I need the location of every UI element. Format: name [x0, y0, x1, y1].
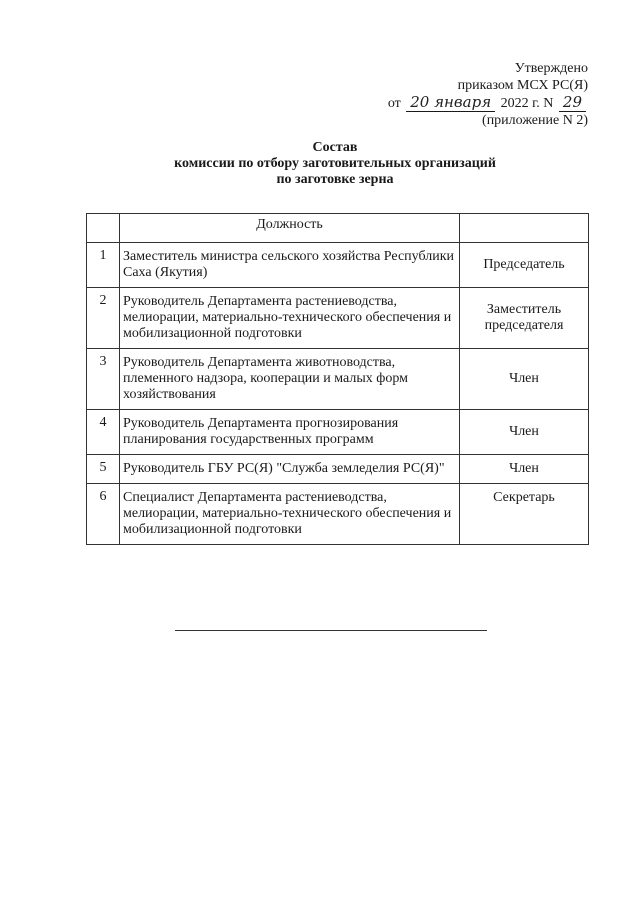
- document-title: [0, 140, 640, 188]
- approval-from: от: [387, 96, 401, 111]
- table-row: [87, 484, 589, 545]
- header-role: [460, 214, 589, 243]
- row-position: Руководитель Департамента прогнозирования планирования государственных программ: [120, 410, 460, 455]
- approval-date-line: [388, 94, 588, 112]
- row-role: Председатель: [460, 243, 589, 288]
- row-position: Заместитель министра сельского хозяйства Республики Саха (Якутия): [120, 243, 460, 288]
- handwritten-number: 29: [559, 94, 586, 112]
- table-row: [87, 455, 589, 484]
- title-line-3: по заготовке зерна: [276, 172, 394, 187]
- row-num: 2: [87, 288, 120, 349]
- row-role: Член: [460, 349, 589, 410]
- approval-block: [388, 60, 588, 129]
- row-position: Руководитель ГБУ РС(Я) "Служба земледелия РС(Я)": [120, 455, 460, 484]
- commission-table: [86, 213, 589, 545]
- table-row: [87, 288, 589, 349]
- table-row: [87, 349, 589, 410]
- row-role: Заместитель председателя: [460, 288, 589, 349]
- row-position: Специалист Департамента растениеводства, мелиорации, материально-технического обеспечения и мобилизационной подготовки: [120, 484, 460, 545]
- approval-appendix: (приложение N 2): [482, 113, 588, 128]
- approval-label: Утверждено: [514, 61, 588, 76]
- table-row: [87, 410, 589, 455]
- table-row: [87, 243, 589, 288]
- approval-year: 2022 г. N: [500, 96, 554, 111]
- approval-order: приказом МСХ РС(Я): [457, 78, 588, 93]
- table-header-row: [87, 214, 589, 243]
- header-num: [87, 214, 120, 243]
- title-line-2: комиссии по отбору заготовительных организаций: [174, 156, 496, 171]
- row-role: Член: [460, 455, 589, 484]
- row-position: Руководитель Департамента растениеводства, мелиорации, материально-технического обеспечения и мобилизационной подготовки: [120, 288, 460, 349]
- handwritten-date: 20 января: [406, 94, 495, 112]
- row-num: 5: [87, 455, 120, 484]
- row-num: 3: [87, 349, 120, 410]
- row-role: Член: [460, 410, 589, 455]
- row-position: Руководитель Департамента животноводства, племенного надзора, кооперации и малых форм хозяйствования: [120, 349, 460, 410]
- row-num: 6: [87, 484, 120, 545]
- row-role: Секретарь: [460, 484, 589, 545]
- separator-line: [175, 630, 487, 631]
- title-line-1: Состав: [312, 140, 358, 155]
- row-num: 1: [87, 243, 120, 288]
- header-position: Должность: [120, 214, 460, 243]
- row-num: 4: [87, 410, 120, 455]
